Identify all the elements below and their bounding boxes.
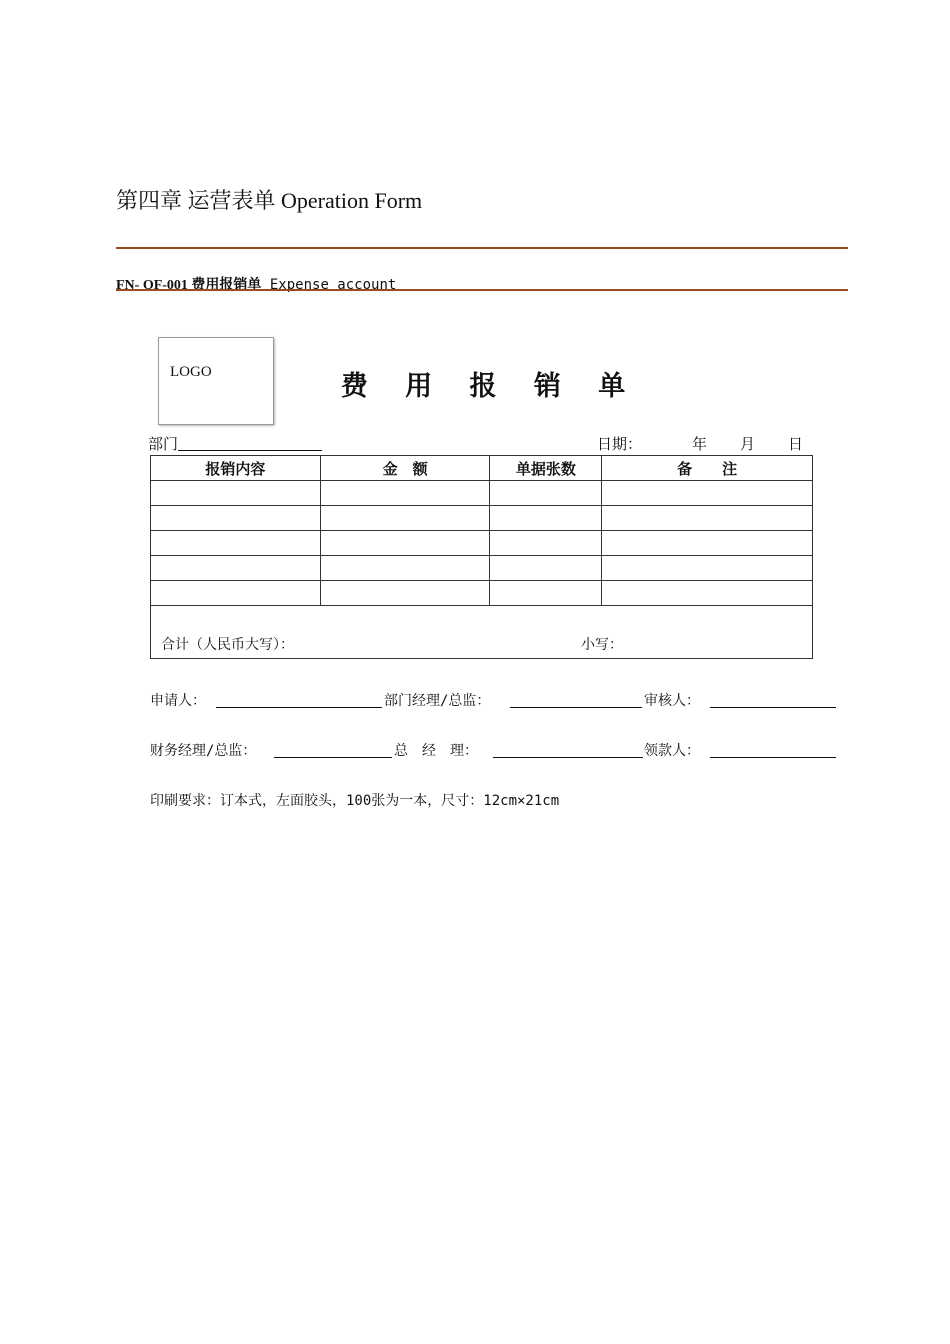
finance-manager-underline [274,757,392,758]
table-cell[interactable] [151,556,321,581]
total-cell [151,606,813,659]
table-cell[interactable] [151,506,321,531]
date-month: 月 [740,437,756,453]
table-row [151,506,813,531]
table-cell[interactable] [602,481,813,506]
table-row [151,531,813,556]
reviewer-underline [710,707,836,708]
date-day: 日 [788,437,804,453]
header-remarks: 备 注 [602,456,813,481]
logo-placeholder [158,337,274,425]
receiver-underline [710,757,836,758]
expense-table [150,455,813,659]
applicant-label: 申请人： [150,693,206,709]
chapter-title: 第四章 运营表单 Operation Form [116,188,423,213]
table-cell[interactable] [602,506,813,531]
table-cell[interactable] [490,581,602,606]
table-cell[interactable] [602,556,813,581]
reviewer-label: 审核人： [644,693,700,709]
general-manager-underline [493,757,643,758]
table-cell[interactable] [490,556,602,581]
header-content: 报销内容 [151,456,321,481]
form-code-line [116,274,396,294]
divider-bottom [116,289,848,291]
table-cell[interactable] [490,531,602,556]
department-underline [178,450,322,451]
dept-manager-label: 部门经理/总监： [384,693,491,709]
dept-manager-underline [510,707,642,708]
general-manager-label: 总 经 理： [394,743,478,759]
table-cell[interactable] [320,556,490,581]
applicant-underline [216,707,382,708]
finance-manager-label: 财务经理/总监： [150,743,257,759]
form-code: FN- OF-001 费用报销单 [116,278,262,293]
table-cell[interactable] [490,481,602,506]
form-code-english: Expense account [261,277,397,293]
table-cell[interactable] [320,481,490,506]
small-amount-label: 小写： [581,637,623,653]
table-row [151,581,813,606]
receiver-label: 领款人： [644,743,700,759]
table-header-row [151,456,813,481]
header-amount: 金 额 [320,456,490,481]
table-cell[interactable] [320,531,490,556]
header-receipt-count: 单据张数 [490,456,602,481]
table-cell[interactable] [151,481,321,506]
table-cell[interactable] [602,531,813,556]
divider-top [116,247,848,249]
date-label: 日期： [597,437,643,453]
table-row [151,481,813,506]
department-label: 部门 [148,437,179,453]
table-cell[interactable] [320,581,490,606]
table-cell[interactable] [490,506,602,531]
total-label: 合计（人民币大写）： [161,637,294,653]
logo-text: LOGO [170,364,212,380]
table-cell[interactable] [151,531,321,556]
print-requirements: 印刷要求：订本式，左面胶头，100张为一本，尺寸：12cm×21cm [150,793,560,809]
table-row [151,556,813,581]
date-year: 年 [692,437,708,453]
table-cell[interactable] [320,506,490,531]
table-cell[interactable] [151,581,321,606]
table-cell[interactable] [602,581,813,606]
form-title: 费 用 报 销 单 [340,371,640,402]
total-row [151,606,813,659]
